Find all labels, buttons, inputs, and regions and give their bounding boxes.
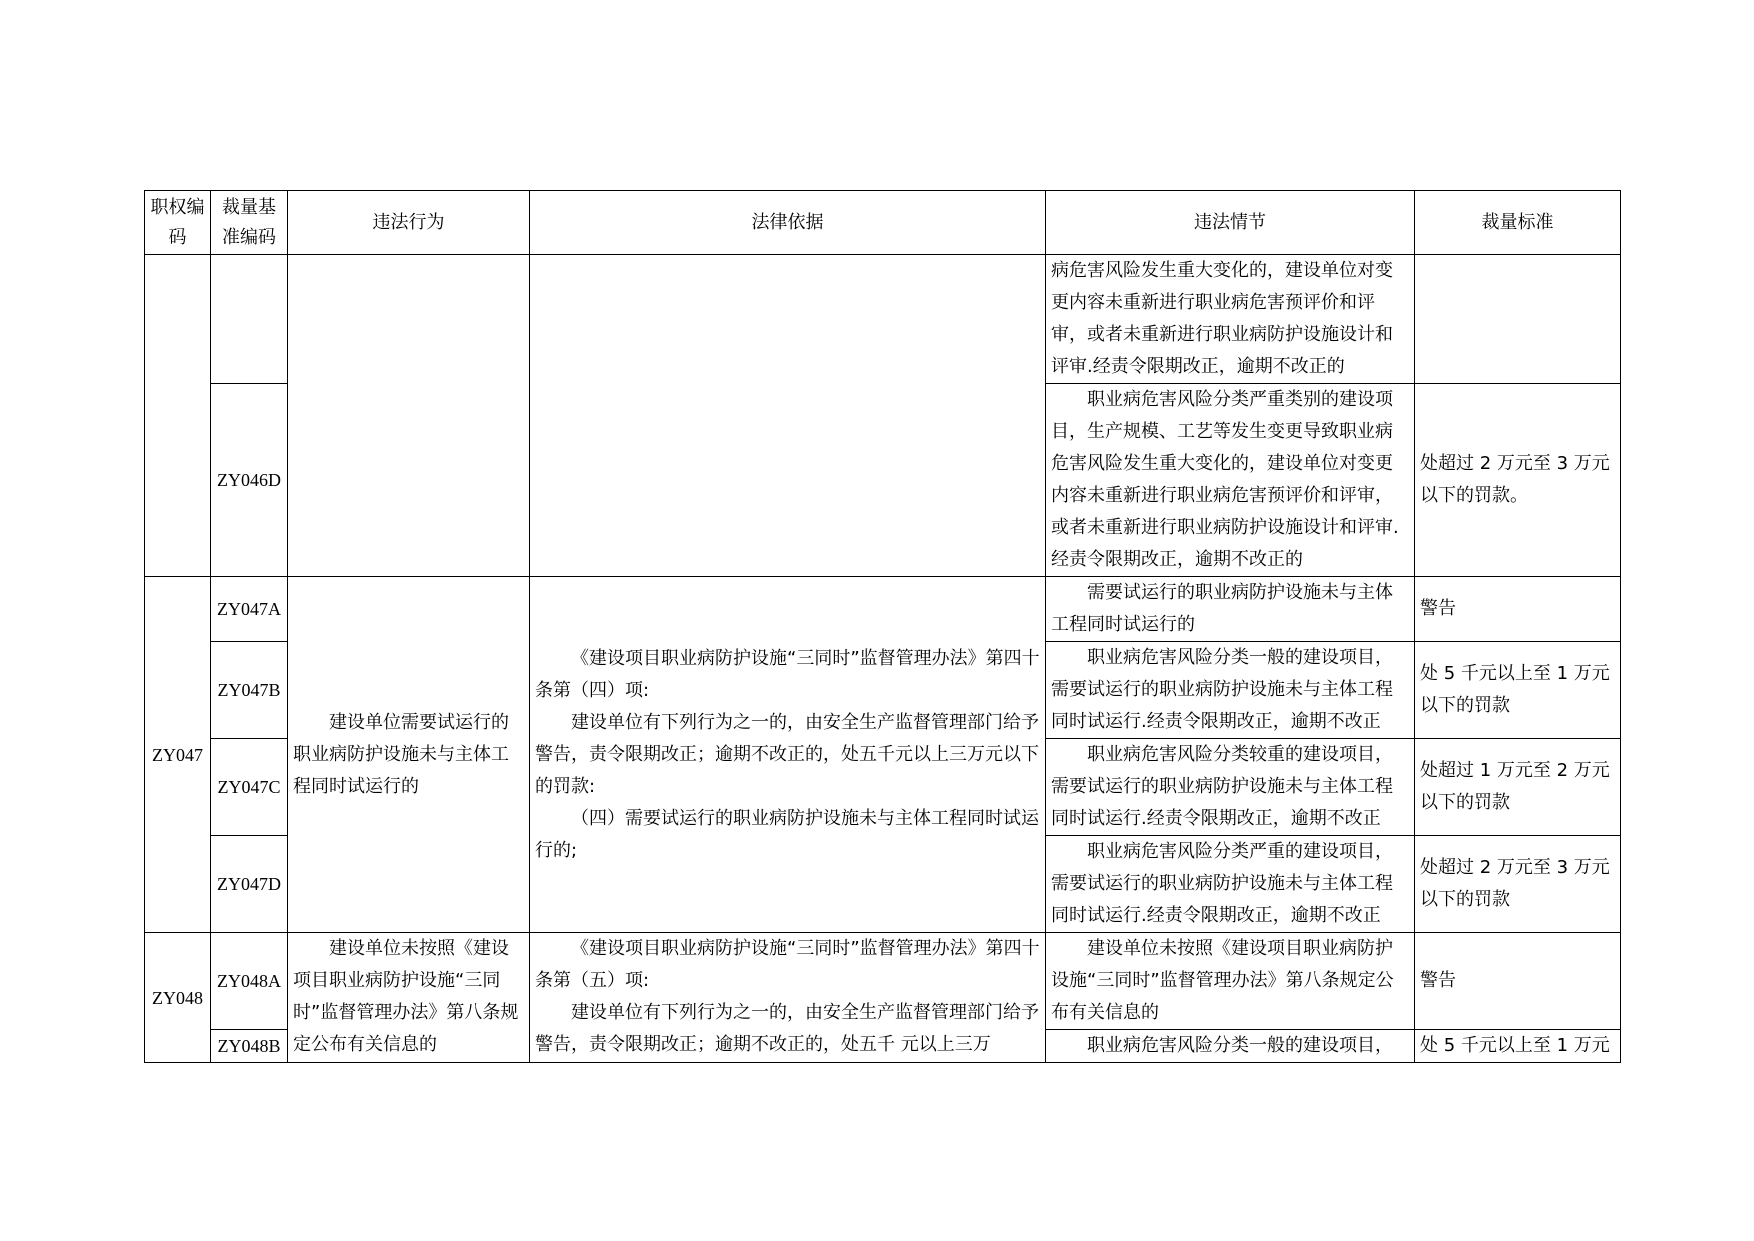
circumstance-cell [1046, 384, 1415, 577]
table-row [145, 933, 1621, 1030]
header-legal-basis: 法律依据 [530, 191, 1046, 255]
legal-basis-cell [530, 255, 1046, 577]
standard-cell: 处 5 千元以上至 1 万元以下的罚款 [1415, 642, 1621, 739]
benchmark-code-cell [211, 255, 288, 384]
circumstance-text: 职业病危害风险分类一般的建设项目， [1087, 1035, 1393, 1056]
circumstance-cell [1046, 577, 1415, 642]
violation-cell [288, 933, 530, 1063]
benchmark-code-cell: ZY047C [211, 739, 288, 836]
circumstance-cell: 病危害风险发生重大变化的，建设单位对变更内容未重新进行职业病危害预评价和评审，或者未重新进行职业病防护设施设计和评审.经责令限期改正，逾期不改正的 [1046, 255, 1415, 384]
standard-cell: 处超过 1 万元至 2 万元以下的罚款 [1415, 739, 1621, 836]
authority-code-cell: ZY048 [145, 933, 211, 1063]
authority-code-cell: ZY047 [145, 577, 211, 933]
legal-basis-cell [530, 577, 1046, 933]
standard-cell: 警告 [1415, 933, 1621, 1030]
standard-cell: 处 5 千元以上至 1 万元 [1415, 1030, 1621, 1063]
violation-cell [288, 255, 530, 577]
header-circumstance: 违法情节 [1046, 191, 1415, 255]
legal-basis-cell [530, 933, 1046, 1063]
benchmark-code-cell: ZY047A [211, 577, 288, 642]
authority-code-cell [145, 255, 211, 577]
legal-basis-title: 《建设项目职业病防护设施“三同时”监督管理办法》第四十条第（五）项: [535, 938, 1040, 991]
circumstance-cell [1046, 836, 1415, 933]
standard-cell [1415, 255, 1621, 384]
circumstance-text: 职业病危害风险分类较重的建设项目，需要试运行的职业病防护设施未与主体工程同时试运行.经责令限期改正，逾期不改正 [1051, 744, 1393, 829]
header-row [145, 191, 1621, 255]
legal-basis-body: 建设单位有下列行为之一的，由安全生产监督管理部门给予警告，责令限期改正；逾期不改正的，处五千元以上三万元以下的罚款: [535, 711, 1039, 797]
header-standard: 裁量标准 [1415, 191, 1621, 255]
legal-basis-item: （四）需要试运行的职业病防护设施未与主体工程同时试运行的; [535, 807, 1039, 861]
circumstance-text: 职业病危害风险分类严重的建设项目，需要试运行的职业病防护设施未与主体工程同时试运行.经责令限期改正，逾期不改正 [1051, 841, 1393, 926]
circumstance-cell [1046, 933, 1415, 1030]
circumstance-text: 需要试运行的职业病防护设施未与主体工程同时试运行的 [1051, 582, 1393, 635]
header-benchmark-code: 裁量基准编码 [211, 191, 288, 255]
circumstance-text: 职业病危害风险分类一般的建设项目，需要试运行的职业病防护设施未与主体工程同时试运行.经责令限期改正，逾期不改正 [1051, 647, 1393, 732]
violation-text: 建设单位需要试运行的职业病防护设施未与主体工程同时试运行的 [293, 711, 509, 797]
header-violation: 违法行为 [288, 191, 530, 255]
table-row [145, 577, 1621, 642]
circumstance-cell [1046, 739, 1415, 836]
header-authority-code: 职权编码 [145, 191, 211, 255]
benchmark-code-cell: ZY048A [211, 933, 288, 1030]
penalty-standard-table [144, 190, 1621, 1063]
violation-cell [288, 577, 530, 933]
circumstance-cell [1046, 1030, 1415, 1063]
benchmark-code-cell: ZY047B [211, 642, 288, 739]
legal-basis-body: 建设单位有下列行为之一的，由安全生产监督管理部门给予警告，责令限期改正；逾期不改正的，处五千 元以上三万 [535, 1002, 1039, 1055]
standard-cell: 处超过 2 万元至 3 万元以下的罚款 [1415, 836, 1621, 933]
circumstance-cell [1046, 642, 1415, 739]
circumstance-text: 建设单位未按照《建设项目职业病防护设施“三同时”监督管理办法》第八条规定公布有关信息的 [1051, 938, 1394, 1023]
legal-basis-title: 《建设项目职业病防护设施“三同时”监督管理办法》第四十条第（四）项: [535, 647, 1040, 701]
benchmark-code-cell: ZY046D [211, 384, 288, 577]
benchmark-code-cell: ZY048B [211, 1030, 288, 1063]
violation-text: 建设单位未按照《建设项目职业病防护设施“三同时”监督管理办法》第八条规定公布有关信息的 [293, 938, 519, 1055]
benchmark-code-cell: ZY047D [211, 836, 288, 933]
standard-cell: 处超过 2 万元至 3 万元以下的罚款。 [1415, 384, 1621, 577]
standard-cell: 警告 [1415, 577, 1621, 642]
circumstance-text: 职业病危害风险分类严重类别的建设项目，生产规模、工艺等发生变更导致职业病危害风险发生重大变化的，建设单位对变更内容未重新进行职业病危害预评价和评审，或者未重新进行职业病防护设施设计和评审.经责令限期改正，逾期不改正的 [1051, 389, 1399, 570]
table-row [145, 255, 1621, 384]
